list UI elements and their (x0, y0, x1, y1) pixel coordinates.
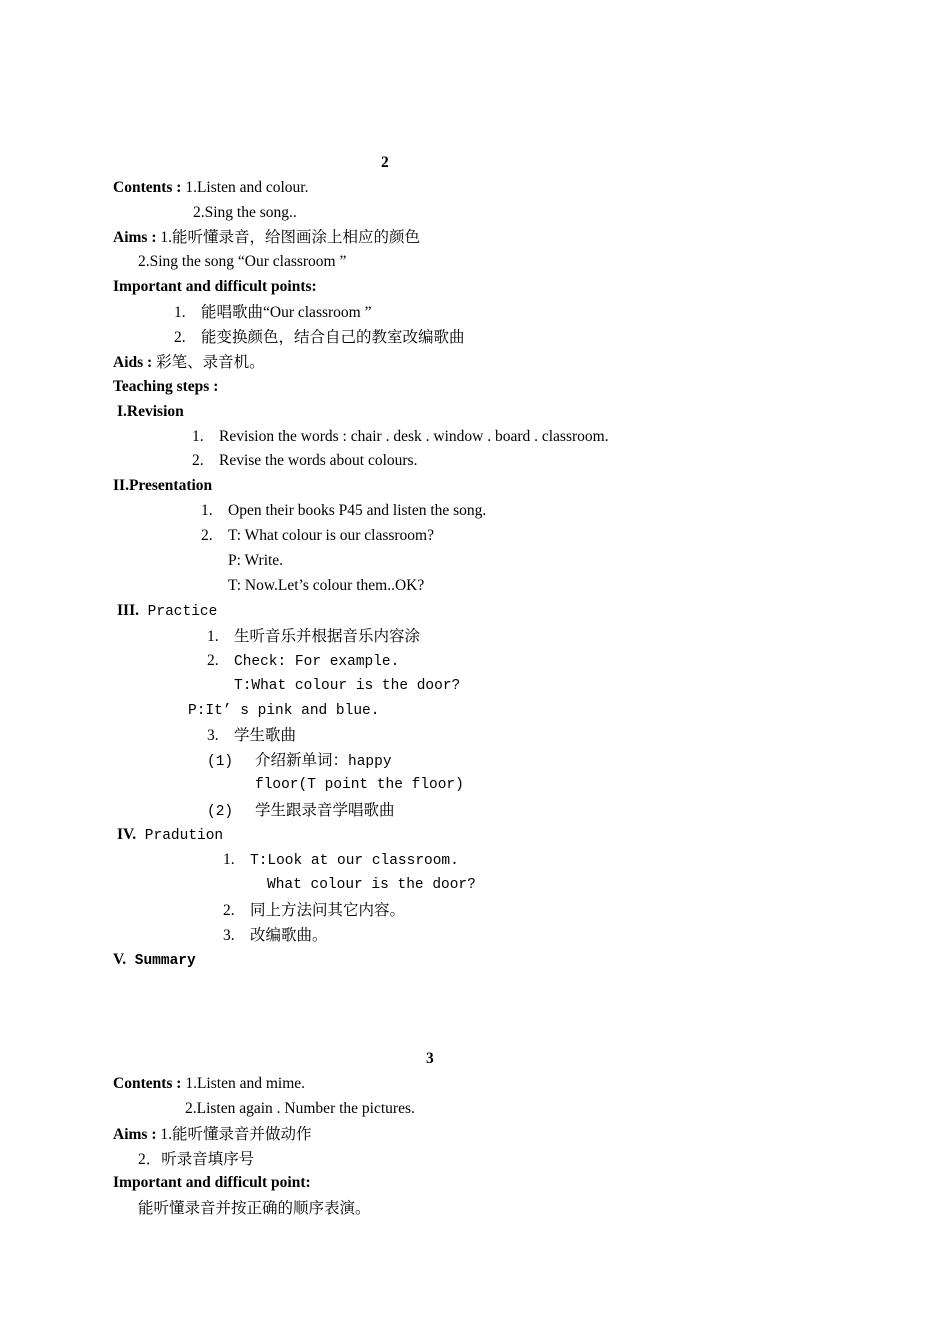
aims-label: Aims : (113, 1126, 157, 1143)
sub-list-item-number: (1) (207, 754, 234, 770)
aims-item-number: 1. (160, 229, 172, 246)
list-item-text: 学生歌曲 (234, 726, 297, 744)
section-heading: I.Revision (117, 403, 184, 420)
list-item-number: 2. (201, 527, 213, 544)
section-heading: Teaching steps : (113, 378, 219, 395)
contents-item: 1.Listen and mime. (185, 1075, 306, 1092)
dialogue-line: T:What colour is the door? (234, 678, 461, 694)
section-heading-text: Pradution (136, 828, 224, 844)
dialogue-line: P: Write. (228, 552, 284, 569)
sub-list-item (207, 800, 395, 822)
list-item (201, 526, 434, 546)
section-heading: II.Presentation (113, 477, 213, 494)
list-item-text: T:Look at our classroom. (250, 853, 459, 869)
aims-line (113, 1124, 312, 1145)
list-item-number: 1. (223, 851, 235, 868)
section-heading (113, 950, 196, 971)
contents-label: Contents : (113, 179, 182, 196)
list-item-number: 2. (223, 902, 235, 919)
aims-item-number: 2． (138, 1151, 162, 1168)
list-item-number: 1. (174, 304, 186, 321)
list-item-number: 3. (223, 927, 235, 944)
list-item (223, 925, 328, 946)
aids-text: 彩笔、录音机。 (156, 353, 265, 371)
list-item-text: Revise the words about colours. (219, 452, 418, 469)
aids-line (113, 352, 265, 373)
dialogue-line: T: Now.Let’s colour them..OK? (228, 577, 425, 594)
list-item-text: 生听音乐并根据音乐内容涂 (234, 627, 421, 645)
list-item-text: 能变换颜色，结合自己的教室改编歌曲 (201, 328, 465, 346)
sub-list-item-continuation: floor(T point the floor) (255, 777, 464, 793)
section-heading: Important and difficult point: (113, 1174, 311, 1191)
aids-label: Aids : (113, 354, 153, 371)
sub-list-item (207, 750, 392, 772)
section-heading-number: V. (113, 951, 127, 968)
list-item-number: 2. (192, 452, 204, 469)
list-item-text: Check: For example. (234, 654, 400, 670)
aims-item-text: 能听懂录音，给图画涂上相应的颜色 (171, 228, 420, 246)
list-item (192, 427, 609, 447)
section-heading: Important and difficult points: (113, 278, 317, 295)
section-heading-number: III. (117, 602, 139, 619)
contents-item: 1.Listen and colour. (185, 179, 309, 196)
sub-list-item-text: 学生跟录音学唱歌曲 (255, 801, 395, 819)
list-item-text: “Our classroom ” (263, 304, 372, 321)
aims-item (138, 1149, 254, 1170)
list-item-text: Open their books P45 and listen the song. (228, 502, 487, 519)
section-heading-text: Summary (126, 953, 196, 969)
aims-item-number: 1. (160, 1126, 172, 1143)
lesson-number: 2 (381, 154, 389, 171)
list-item-text: 同上方法问其它内容。 (250, 901, 406, 919)
list-item-number: 2. (174, 329, 186, 346)
list-item-number: 1. (201, 502, 213, 519)
dialogue-line: P:It’ s pink and blue. (188, 703, 380, 719)
list-item (192, 451, 417, 471)
list-item-text: Revision the words : chair . desk . window . board . classroom. (219, 428, 609, 445)
aims-label: Aims : (113, 229, 157, 246)
list-item-number: 2. (207, 652, 219, 669)
section-heading (117, 601, 217, 622)
list-item (207, 626, 420, 647)
aims-item: 2.Sing the song “Our classroom ” (138, 253, 347, 270)
contents-item: 2.Listen again . Number the pictures. (185, 1100, 415, 1117)
contents-line (113, 178, 308, 198)
list-item-text: 能唱歌曲 (201, 303, 264, 321)
list-item-text: T: What colour is our classroom? (228, 527, 434, 544)
lesson-number: 3 (426, 1050, 434, 1067)
list-item (223, 850, 459, 871)
sub-list-item-text: 介绍新单词： (255, 751, 349, 769)
list-item (174, 302, 371, 323)
list-item (207, 725, 296, 746)
contents-label: Contents : (113, 1075, 182, 1092)
list-item-number: 3. (207, 727, 219, 744)
list-item-text: 改编歌曲。 (250, 926, 328, 944)
aims-item-text: 能听懂录音并做动作 (171, 1125, 312, 1143)
section-heading (117, 825, 223, 846)
dialogue-line: What colour is the door? (267, 877, 476, 893)
aims-item-text: 听录音填序号 (161, 1150, 255, 1168)
sub-list-item-number: (2) (207, 804, 234, 820)
aims-line (113, 227, 420, 248)
list-item (201, 501, 486, 521)
list-item (207, 651, 399, 672)
section-heading-text: Practice (138, 604, 218, 620)
contents-line (113, 1074, 305, 1094)
list-item (174, 327, 465, 348)
important-text: 能听懂录音并按正确的顺序表演。 (138, 1199, 371, 1217)
contents-item: 2.Sing the song.. (193, 204, 297, 221)
section-heading-number: IV. (117, 826, 137, 843)
list-item (223, 900, 405, 921)
list-item-number: 1. (207, 628, 219, 645)
sub-list-item-text: happy (348, 754, 392, 770)
list-item-number: 1. (192, 428, 204, 445)
